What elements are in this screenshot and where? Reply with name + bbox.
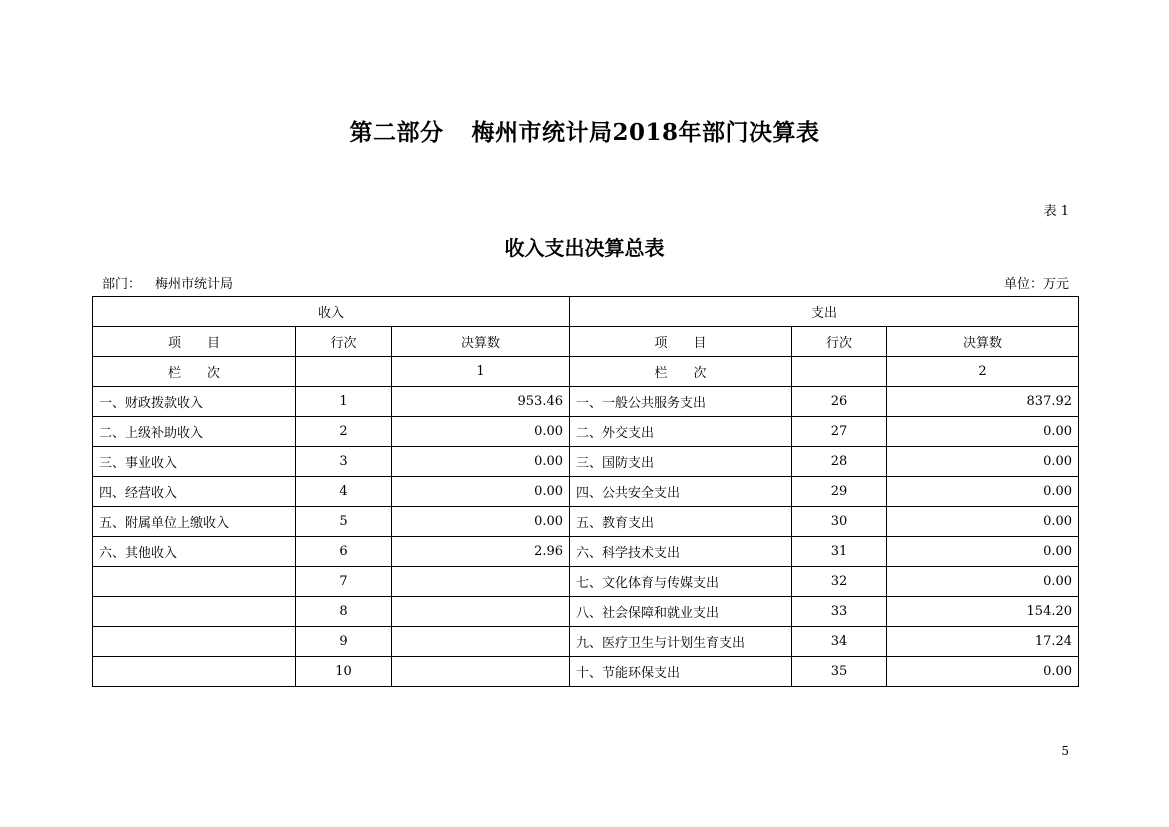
table-row <box>93 537 1079 567</box>
department-label: 部门： <box>102 277 142 292</box>
income-row-no-cell: 7 <box>296 567 392 597</box>
income-item-cell: 三、事业收入 <box>93 447 296 477</box>
income-amount-cell: 0.00 <box>392 417 570 447</box>
income-amount-cell: 2.96 <box>392 537 570 567</box>
expense-amount-cell: 0.00 <box>887 417 1079 447</box>
expense-amount-cell: 0.00 <box>887 477 1079 507</box>
income-row-no-cell: 3 <box>296 447 392 477</box>
expense-serial-number: 2 <box>887 357 1079 387</box>
expense-amount-cell: 0.00 <box>887 507 1079 537</box>
expense-item-cell: 七、文化体育与传媒支出 <box>570 567 792 597</box>
income-group-header: 收入 <box>93 297 570 327</box>
part-name: 梅州市统计局2018年部门决算表 <box>471 119 820 146</box>
part-label: 第二部分 <box>349 119 444 146</box>
income-item-cell: 六、其他收入 <box>93 537 296 567</box>
table-row <box>93 657 1079 687</box>
income-row-no-cell: 4 <box>296 477 392 507</box>
income-amount-cell: 953.46 <box>392 387 570 417</box>
expense-item-cell: 十、节能环保支出 <box>570 657 792 687</box>
expense-row-no-cell: 30 <box>792 507 887 537</box>
income-item-cell <box>93 567 296 597</box>
expense-amount-cell: 17.24 <box>887 627 1079 657</box>
table-row <box>93 507 1079 537</box>
income-row-no-cell: 8 <box>296 597 392 627</box>
expense-item-cell: 二、外交支出 <box>570 417 792 447</box>
income-item-cell <box>93 657 296 687</box>
expense-item-cell: 三、国防支出 <box>570 447 792 477</box>
income-serial-number: 1 <box>392 357 570 387</box>
expense-row-no-cell: 33 <box>792 597 887 627</box>
income-item-header: 项 目 <box>93 327 296 357</box>
expense-row-no-cell: 32 <box>792 567 887 597</box>
income-item-cell: 一、财政拨款收入 <box>93 387 296 417</box>
income-item-cell: 四、经营收入 <box>93 477 296 507</box>
income-amount-cell <box>392 597 570 627</box>
expense-group-header: 支出 <box>570 297 1079 327</box>
income-row-no-cell: 2 <box>296 417 392 447</box>
page-number: 5 <box>1061 744 1069 758</box>
expense-item-cell: 八、社会保障和就业支出 <box>570 597 792 627</box>
expense-row-no-cell: 28 <box>792 447 887 477</box>
income-expense-table <box>92 296 1079 687</box>
expense-amount-cell: 154.20 <box>887 597 1079 627</box>
expense-amount-cell: 0.00 <box>887 447 1079 477</box>
income-item-cell <box>93 597 296 627</box>
income-item-cell: 五、附属单位上缴收入 <box>93 507 296 537</box>
table-row <box>93 567 1079 597</box>
table-title: 收入支出决算总表 <box>504 236 665 260</box>
income-item-cell <box>93 627 296 657</box>
expense-item-cell: 六、科学技术支出 <box>570 537 792 567</box>
income-serial-empty <box>296 357 392 387</box>
income-amount-cell <box>392 567 570 597</box>
table-number: 表 1 <box>1043 204 1069 219</box>
column-header-row <box>93 327 1079 357</box>
expense-serial-label: 栏 次 <box>570 357 792 387</box>
group-header-row <box>93 297 1079 327</box>
expense-row-no-cell: 35 <box>792 657 887 687</box>
expense-row-no-cell: 26 <box>792 387 887 417</box>
department-name: 梅州市统计局 <box>155 277 234 292</box>
income-amount-cell: 0.00 <box>392 477 570 507</box>
expense-amount-cell: 837.92 <box>887 387 1079 417</box>
income-serial-label: 栏 次 <box>93 357 296 387</box>
part-title <box>0 114 1169 147</box>
table-row <box>93 447 1079 477</box>
income-amount-cell: 0.00 <box>392 507 570 537</box>
income-amount-cell <box>392 627 570 657</box>
income-item-cell: 二、上级补助收入 <box>93 417 296 447</box>
expense-item-cell: 一、一般公共服务支出 <box>570 387 792 417</box>
income-row-no-cell: 6 <box>296 537 392 567</box>
table-row <box>93 597 1079 627</box>
table-row <box>93 477 1079 507</box>
serial-row <box>93 357 1079 387</box>
expense-row-no-cell: 31 <box>792 537 887 567</box>
expense-amount-cell: 0.00 <box>887 537 1079 567</box>
table-row <box>93 387 1079 417</box>
expense-item-cell: 九、医疗卫生与计划生育支出 <box>570 627 792 657</box>
expense-serial-empty <box>792 357 887 387</box>
table-row <box>93 417 1079 447</box>
income-row-no-cell: 5 <box>296 507 392 537</box>
expense-item-header: 项 目 <box>570 327 792 357</box>
expense-row-no-cell: 34 <box>792 627 887 657</box>
unit-label: 单位：万元 <box>1003 277 1069 292</box>
income-row-no-cell: 10 <box>296 657 392 687</box>
income-row-no-cell: 1 <box>296 387 392 417</box>
income-amount-cell: 0.00 <box>392 447 570 477</box>
expense-item-cell: 五、教育支出 <box>570 507 792 537</box>
income-row-no-header: 行次 <box>296 327 392 357</box>
expense-amount-header: 决算数 <box>887 327 1079 357</box>
expense-amount-cell: 0.00 <box>887 567 1079 597</box>
income-amount-cell <box>392 657 570 687</box>
expense-row-no-cell: 29 <box>792 477 887 507</box>
department-line <box>102 273 233 292</box>
expense-item-cell: 四、公共安全支出 <box>570 477 792 507</box>
expense-amount-cell: 0.00 <box>887 657 1079 687</box>
expense-row-no-header: 行次 <box>792 327 887 357</box>
expense-row-no-cell: 27 <box>792 417 887 447</box>
income-amount-header: 决算数 <box>392 327 570 357</box>
income-row-no-cell: 9 <box>296 627 392 657</box>
table-row <box>93 627 1079 657</box>
